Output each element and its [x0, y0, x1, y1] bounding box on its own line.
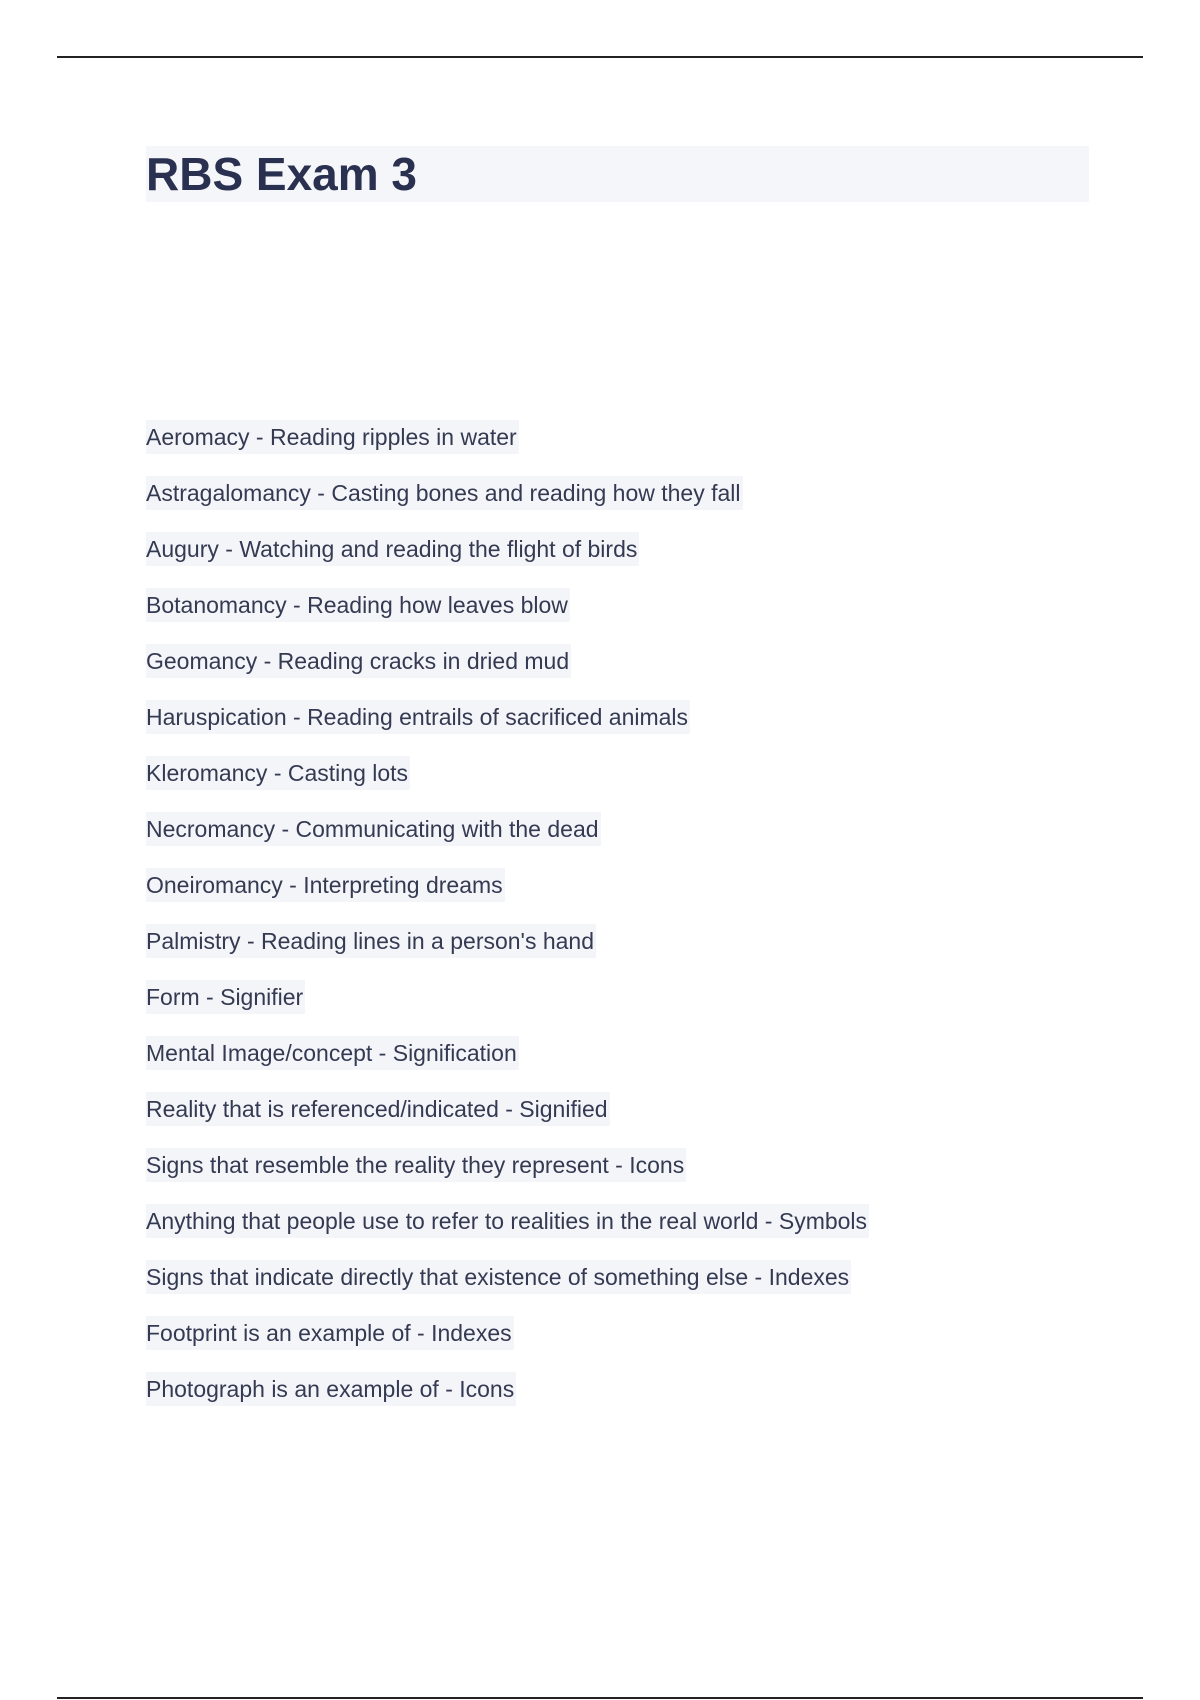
list-item-text: Aeromacy - Reading ripples in water [146, 420, 519, 454]
list-item-text: Botanomancy - Reading how leaves blow [146, 588, 570, 622]
term-list [146, 420, 869, 1428]
list-item-text: Signs that resemble the reality they represent - Icons [146, 1148, 686, 1182]
list-item [146, 1148, 869, 1204]
list-item-text: Footprint is an example of - Indexes [146, 1316, 514, 1350]
list-item-text: Oneiromancy - Interpreting dreams [146, 868, 505, 902]
list-item-text: Mental Image/concept - Signification [146, 1036, 519, 1070]
list-item [146, 476, 869, 532]
list-item-text: Photograph is an example of - Icons [146, 1372, 516, 1406]
list-item [146, 980, 869, 1036]
list-item [146, 1092, 869, 1148]
list-item-text: Signs that indicate directly that existence of something else - Indexes [146, 1260, 851, 1294]
list-item [146, 868, 869, 924]
list-item [146, 1036, 869, 1092]
list-item-text: Geomancy - Reading cracks in dried mud [146, 644, 571, 678]
list-item [146, 756, 869, 812]
list-item [146, 1260, 869, 1316]
list-item [146, 1204, 869, 1260]
list-item [146, 924, 869, 980]
list-item-text: Anything that people use to refer to realities in the real world - Symbols [146, 1204, 869, 1238]
list-item [146, 1316, 869, 1372]
list-item [146, 644, 869, 700]
page-top-rule [57, 56, 1143, 58]
page-title: RBS Exam 3 [146, 148, 418, 200]
list-item-text: Form - Signifier [146, 980, 305, 1014]
list-item-text: Astragalomancy - Casting bones and reading how they fall [146, 476, 743, 510]
list-item [146, 420, 869, 476]
list-item [146, 588, 869, 644]
list-item-text: Kleromancy - Casting lots [146, 756, 410, 790]
list-item [146, 700, 869, 756]
list-item [146, 532, 869, 588]
list-item-text: Palmistry - Reading lines in a person's hand [146, 924, 596, 958]
list-item [146, 812, 869, 868]
list-item [146, 1372, 869, 1428]
list-item-text: Haruspication - Reading entrails of sacrificed animals [146, 700, 690, 734]
list-item-text: Necromancy - Communicating with the dead [146, 812, 601, 846]
list-item-text: Reality that is referenced/indicated - Signified [146, 1092, 610, 1126]
list-item-text: Augury - Watching and reading the flight of birds [146, 532, 639, 566]
page-bottom-rule [57, 1697, 1143, 1699]
